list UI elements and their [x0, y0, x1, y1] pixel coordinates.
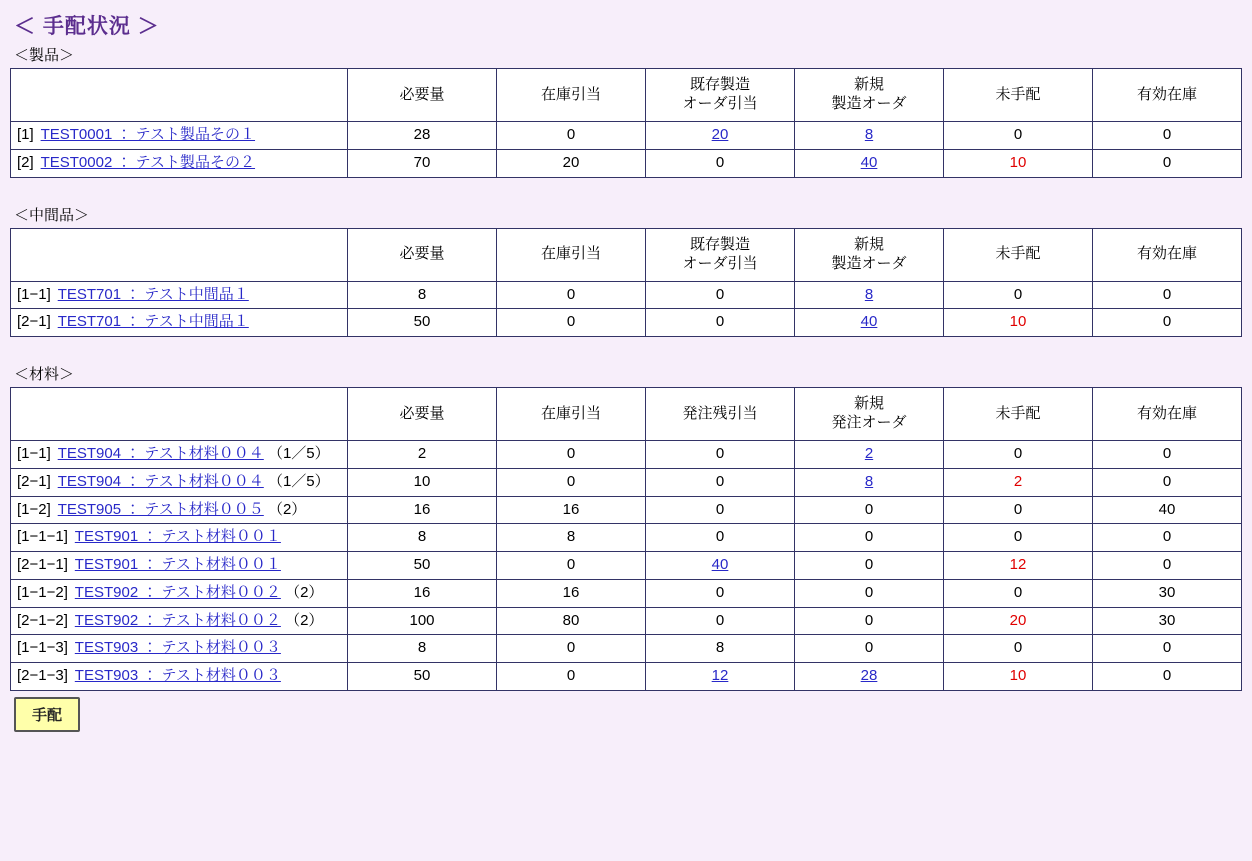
item-cell	[11, 309, 348, 337]
backorder-alloc-qty: 0	[646, 496, 795, 524]
item-cell	[11, 441, 348, 469]
column-existing-order-alloc	[646, 228, 795, 281]
column-item	[11, 388, 348, 441]
new-order-link[interactable]: 8	[864, 126, 874, 143]
unarranged-qty: 0	[944, 524, 1093, 552]
item-link[interactable]: TEST0002 ： テスト製品その２	[40, 153, 256, 171]
stock-alloc-qty: 16	[497, 496, 646, 524]
page-title: ＜ 手配状況 ＞	[14, 15, 160, 38]
backorder-alloc-qty: 0	[646, 607, 795, 635]
table-row	[11, 607, 1242, 635]
intermediates-table	[10, 228, 1242, 338]
table-row	[11, 281, 1242, 309]
item-link[interactable]: TEST902 ： テスト材料００２	[74, 611, 281, 629]
column-unarranged: 未手配	[944, 69, 1093, 122]
column-new-purchase-order	[795, 388, 944, 441]
section-label-materials: ＜材料＞	[14, 366, 75, 383]
unarranged-qty: 20	[944, 607, 1093, 635]
available-stock-qty: 30	[1093, 607, 1242, 635]
row-index: [2−1]	[17, 472, 51, 490]
new-purchase-order-link[interactable]: 28	[860, 667, 878, 684]
column-existing-order-alloc-line2: オーダ引当	[682, 254, 758, 272]
available-stock-qty: 0	[1093, 524, 1242, 552]
existing-order-alloc-link[interactable]: 20	[711, 126, 729, 143]
section-gap	[10, 178, 1242, 204]
item-cell	[11, 524, 348, 552]
row-index: [1−1]	[17, 285, 51, 303]
column-unarranged: 未手配	[944, 388, 1093, 441]
item-cell	[11, 149, 348, 177]
new-purchase-order-qty: 0	[795, 579, 944, 607]
available-stock-qty: 0	[1093, 468, 1242, 496]
new-order-qty	[795, 122, 944, 150]
section-label-intermediates: ＜中間品＞	[14, 206, 90, 224]
required-qty: 50	[348, 552, 497, 580]
backorder-alloc-qty: 0	[646, 524, 795, 552]
stock-alloc-qty: 80	[497, 607, 646, 635]
available-stock-qty: 0	[1093, 441, 1242, 469]
column-new-purchase-order-line1: 新規	[853, 395, 884, 413]
existing-order-alloc-qty: 0	[646, 281, 795, 309]
column-existing-order-alloc-line1: 既存製造	[689, 76, 750, 94]
item-cell	[11, 281, 348, 309]
item-link[interactable]: TEST905 ： テスト材料００５	[57, 500, 264, 518]
item-cell	[11, 607, 348, 635]
unarranged-qty: 0	[944, 281, 1093, 309]
new-order-qty	[795, 281, 944, 309]
section-label-products: ＜製品＞	[14, 47, 75, 64]
column-required: 必要量	[348, 228, 497, 281]
item-cell	[11, 635, 348, 663]
unarranged-qty: 0	[944, 579, 1093, 607]
available-stock-qty: 0	[1093, 663, 1242, 691]
new-purchase-order-link[interactable]: 2	[864, 445, 874, 462]
table-row	[11, 309, 1242, 337]
item-link[interactable]: TEST903 ： テスト材料００３	[74, 667, 281, 684]
item-suffix: （2）	[285, 583, 324, 601]
unarranged-qty: 0	[944, 122, 1093, 150]
item-suffix: （1／5）	[267, 472, 330, 490]
row-index: [1]	[17, 126, 34, 143]
new-purchase-order-qty: 0	[795, 607, 944, 635]
stock-alloc-qty: 0	[497, 468, 646, 496]
new-order-link[interactable]: 40	[860, 313, 878, 331]
backorder-alloc-link[interactable]: 12	[711, 667, 729, 684]
existing-order-alloc-qty: 0	[646, 149, 795, 177]
available-stock-qty: 0	[1093, 281, 1242, 309]
unarranged-qty: 2	[944, 468, 1093, 496]
available-stock-qty: 40	[1093, 496, 1242, 524]
required-qty: 50	[348, 309, 497, 337]
item-cell	[11, 663, 348, 691]
table-row	[11, 441, 1242, 469]
row-index: [1−1−1]	[17, 528, 68, 546]
table-header-row	[11, 388, 1242, 441]
section-intermediates	[10, 204, 1242, 338]
column-required: 必要量	[348, 69, 497, 122]
column-new-order-line1: 新規	[853, 235, 884, 253]
required-qty: 16	[348, 496, 497, 524]
backorder-alloc-qty: 0	[646, 441, 795, 469]
available-stock-qty: 0	[1093, 309, 1242, 337]
backorder-alloc-qty: 0	[646, 468, 795, 496]
table-header-row	[11, 228, 1242, 281]
new-purchase-order-qty	[795, 441, 944, 469]
new-order-link[interactable]: 40	[860, 153, 878, 171]
stock-alloc-qty: 0	[497, 663, 646, 691]
available-stock-qty: 30	[1093, 579, 1242, 607]
row-index: [2−1−3]	[17, 667, 68, 684]
column-stock-alloc: 在庫引当	[497, 228, 646, 281]
table-row	[11, 122, 1242, 150]
products-table	[10, 68, 1242, 178]
item-cell	[11, 122, 348, 150]
column-available-stock: 有効在庫	[1093, 228, 1242, 281]
new-purchase-order-link[interactable]: 8	[864, 472, 874, 490]
table-header-row	[11, 69, 1242, 122]
column-existing-order-alloc	[646, 69, 795, 122]
existing-order-alloc-qty	[646, 122, 795, 150]
column-stock-alloc: 在庫引当	[497, 388, 646, 441]
item-link[interactable]: TEST904 ： テスト材料００４	[57, 445, 264, 462]
row-index: [2−1]	[17, 313, 51, 331]
row-index: [1−1−3]	[17, 639, 68, 657]
item-cell	[11, 468, 348, 496]
available-stock-qty: 0	[1093, 122, 1242, 150]
column-existing-order-alloc-line2: オーダ引当	[682, 95, 758, 112]
column-backorder-alloc: 発注残引当	[646, 388, 795, 441]
backorder-alloc-qty	[646, 552, 795, 580]
item-suffix: （2）	[267, 500, 307, 518]
row-index: [2−1−1]	[17, 556, 68, 573]
required-qty: 10	[348, 468, 497, 496]
row-index: [2−1−2]	[17, 611, 68, 629]
column-existing-order-alloc-line1: 既存製造	[689, 235, 750, 253]
required-qty: 70	[348, 149, 497, 177]
column-item	[11, 69, 348, 122]
item-cell	[11, 579, 348, 607]
table-row	[11, 552, 1242, 580]
row-index: [2]	[17, 153, 34, 171]
new-order-qty	[795, 149, 944, 177]
required-qty: 2	[348, 441, 497, 469]
stock-alloc-qty: 0	[497, 635, 646, 663]
backorder-alloc-link[interactable]: 40	[711, 556, 729, 573]
backorder-alloc-qty	[646, 663, 795, 691]
row-index: [1−2]	[17, 500, 51, 518]
stock-alloc-qty: 0	[497, 552, 646, 580]
unarranged-qty: 0	[944, 441, 1093, 469]
column-available-stock: 有効在庫	[1093, 388, 1242, 441]
column-required: 必要量	[348, 388, 497, 441]
row-index: [1−1]	[17, 445, 51, 462]
new-purchase-order-qty	[795, 663, 944, 691]
required-qty: 28	[348, 122, 497, 150]
unarranged-qty: 0	[944, 496, 1093, 524]
column-stock-alloc: 在庫引当	[497, 69, 646, 122]
section-materials	[10, 363, 1242, 691]
available-stock-qty: 0	[1093, 149, 1242, 177]
column-new-order-line2: 製造オーダ	[831, 95, 907, 112]
item-suffix: （1／5）	[267, 445, 330, 462]
column-new-order-line2: 製造オーダ	[831, 254, 907, 272]
new-order-link[interactable]: 8	[864, 285, 874, 303]
new-purchase-order-qty: 0	[795, 496, 944, 524]
required-qty: 50	[348, 663, 497, 691]
table-row	[11, 635, 1242, 663]
item-link[interactable]: TEST701 ： テスト中間品１	[57, 285, 249, 303]
column-unarranged: 未手配	[944, 228, 1093, 281]
row-index: [1−1−2]	[17, 583, 68, 601]
table-row	[11, 663, 1242, 691]
new-order-qty	[795, 309, 944, 337]
column-new-order	[795, 228, 944, 281]
item-link[interactable]: TEST0001 ： テスト製品その１	[40, 126, 256, 143]
item-suffix: （2）	[285, 611, 324, 629]
new-purchase-order-qty: 0	[795, 635, 944, 663]
required-qty: 8	[348, 524, 497, 552]
column-new-purchase-order-line2: 発注オーダ	[831, 414, 907, 431]
new-purchase-order-qty: 0	[795, 552, 944, 580]
required-qty: 8	[348, 635, 497, 663]
column-new-order	[795, 69, 944, 122]
item-link[interactable]: TEST904 ： テスト材料００４	[57, 472, 264, 490]
stock-alloc-qty: 8	[497, 524, 646, 552]
materials-table	[10, 387, 1242, 691]
stock-alloc-qty: 0	[497, 122, 646, 150]
section-products	[10, 44, 1242, 178]
backorder-alloc-qty: 0	[646, 579, 795, 607]
item-cell	[11, 496, 348, 524]
required-qty: 8	[348, 281, 497, 309]
stock-alloc-qty: 20	[497, 149, 646, 177]
unarranged-qty: 10	[944, 309, 1093, 337]
arrange-button[interactable]: 手配	[14, 697, 80, 732]
required-qty: 16	[348, 579, 497, 607]
table-row	[11, 468, 1242, 496]
unarranged-qty: 12	[944, 552, 1093, 580]
action-bar	[14, 697, 1242, 732]
table-row	[11, 579, 1242, 607]
available-stock-qty: 0	[1093, 635, 1242, 663]
item-link[interactable]: TEST902 ： テスト材料００２	[74, 583, 281, 601]
item-link[interactable]: TEST901 ： テスト材料００１	[74, 528, 281, 546]
available-stock-qty: 0	[1093, 552, 1242, 580]
backorder-alloc-qty: 8	[646, 635, 795, 663]
unarranged-qty: 0	[944, 635, 1093, 663]
new-purchase-order-qty	[795, 468, 944, 496]
item-link[interactable]: TEST901 ： テスト材料００１	[74, 556, 281, 573]
table-row	[11, 149, 1242, 177]
column-available-stock: 有効在庫	[1093, 69, 1242, 122]
table-row	[11, 496, 1242, 524]
table-row	[11, 524, 1242, 552]
item-cell	[11, 552, 348, 580]
unarranged-qty: 10	[944, 149, 1093, 177]
stock-alloc-qty: 16	[497, 579, 646, 607]
column-new-order-line1: 新規	[853, 76, 884, 94]
new-purchase-order-qty: 0	[795, 524, 944, 552]
stock-alloc-qty: 0	[497, 309, 646, 337]
column-item	[11, 228, 348, 281]
existing-order-alloc-qty: 0	[646, 309, 795, 337]
item-link[interactable]: TEST903 ： テスト材料００３	[74, 639, 281, 657]
stock-alloc-qty: 0	[497, 441, 646, 469]
section-gap	[10, 337, 1242, 363]
required-qty: 100	[348, 607, 497, 635]
unarranged-qty: 10	[944, 663, 1093, 691]
item-link[interactable]: TEST701 ： テスト中間品１	[57, 313, 249, 331]
stock-alloc-qty: 0	[497, 281, 646, 309]
